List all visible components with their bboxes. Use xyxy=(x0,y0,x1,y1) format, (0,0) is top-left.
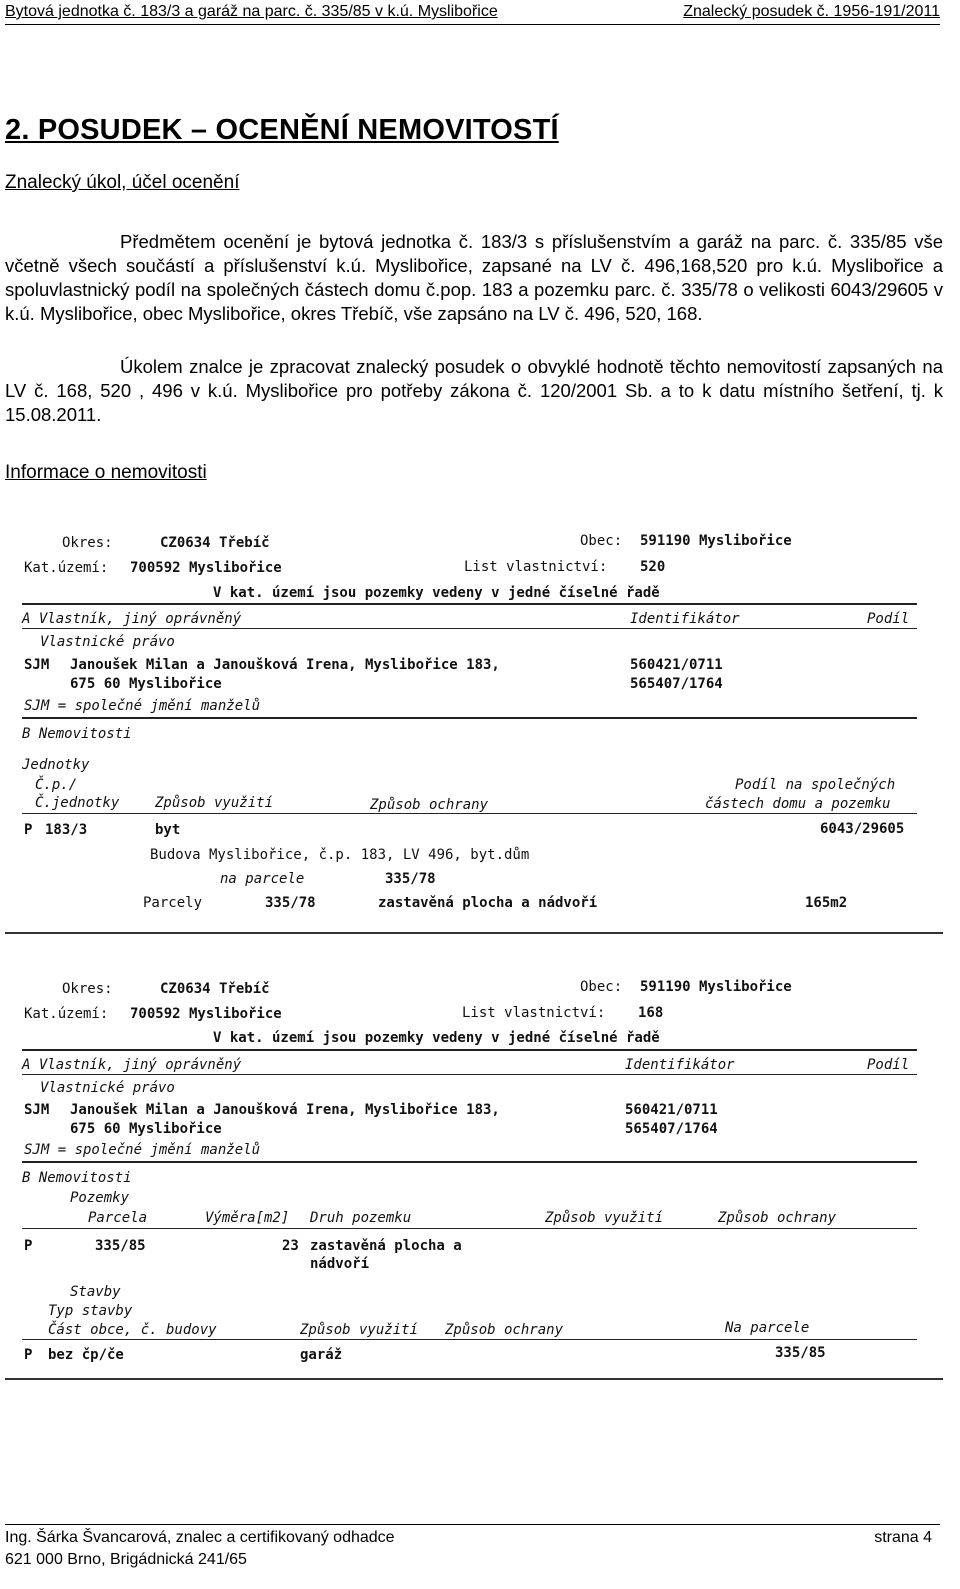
parcel-ref-3: 335/85 xyxy=(775,1345,826,1361)
paragraph-subject: Předmětem ocenění je bytová jednotka č. 183/3 s příslušenstvím a garáž na parc. č. 335/85 vše včetně všech součástí a příslušenství k.ú. Myslibořice, zapsané na LV č. 496,168,520 pro k.ú. Myslibořice a spoluvlastnický podíl na společných částech domu č.pop. 183 a pozemku parc. č. 335/78 o velikosti 6043/29605 v k.ú. Myslibořice, obec Myslibořice, okres Třebíč, vše zapsáno na LV č. 496, 520, 168. xyxy=(5,231,943,324)
p-tag: P xyxy=(24,822,33,838)
rule xyxy=(22,628,917,629)
p-tag-2: P xyxy=(24,1347,33,1363)
section-info-heading: Informace o nemovitosti xyxy=(5,462,207,483)
bez-cp: bez čp/če xyxy=(48,1347,124,1363)
section-task-heading: Znalecký úkol, účel ocenění xyxy=(5,172,240,193)
parcela-header: Parcela xyxy=(88,1210,148,1226)
parcel-ref-2: 335/78 xyxy=(265,895,316,911)
vlastnicke-pravo: Vlastnické právo xyxy=(40,634,175,650)
owners: Janoušek Milan a Janoušková Irena, Myslibořice 183, xyxy=(70,1102,500,1118)
unit-type: byt xyxy=(155,822,181,838)
owners-address: 675 60 Myslibořice xyxy=(70,676,222,692)
pozemky-label: Pozemky xyxy=(70,1190,130,1206)
section-a-label: A Vlastník, jiný oprávněný xyxy=(22,611,242,627)
okres-value: CZ0634 Třebíč xyxy=(160,535,270,551)
rule xyxy=(22,1339,917,1340)
page-number: strana 4 xyxy=(874,1529,932,1546)
rule xyxy=(22,603,917,605)
obec-value: 591190 Myslibořice xyxy=(640,533,792,549)
stavby-label: Stavby xyxy=(70,1284,121,1300)
rule xyxy=(22,717,917,719)
separator xyxy=(5,1378,943,1380)
lv-label: List vlastnictví: xyxy=(462,1005,606,1021)
katuz-label: Kat.území: xyxy=(24,560,109,576)
header-right: Znalecký posudek č. 1956-191/2011 xyxy=(683,3,940,20)
section-b-label: B Nemovitosti xyxy=(22,1170,132,1186)
ident-header: Identifikátor xyxy=(625,1057,735,1073)
zpo2-header: Způsob ochrany xyxy=(445,1322,564,1338)
unit-number: 183/3 xyxy=(45,822,88,838)
zpo-header: Způsob ochrany xyxy=(718,1210,837,1226)
lv-extract-168 xyxy=(0,966,960,1376)
lv-label: List vlastnictví: xyxy=(464,559,608,575)
vlastnicke-pravo: Vlastnické právo xyxy=(40,1080,175,1096)
kat-note: V kat. území jsou pozemky vedeny v jedné číselné řadě xyxy=(213,1030,660,1046)
parcel-kind-1: zastavěná plocha a xyxy=(310,1238,462,1254)
cp-label: Č.p./ xyxy=(35,777,78,793)
podil-header: Podíl xyxy=(867,1057,910,1073)
vymera-header: Výměra[m2] xyxy=(205,1210,290,1226)
jednotky-label: Jednotky xyxy=(22,757,90,773)
id-1: 560421/0711 xyxy=(625,1102,718,1118)
okres-label: Okres: xyxy=(62,981,113,997)
main-title: 2. POSUDEK – OCENĚNÍ NEMOVITOSTÍ xyxy=(5,114,559,146)
lv-value: 520 xyxy=(640,559,666,575)
rule xyxy=(22,1228,917,1229)
katuz-value: 700592 Myslibořice xyxy=(130,560,282,576)
rule xyxy=(22,1074,917,1075)
podil-header: Podíl xyxy=(867,611,910,627)
footer-address: 621 000 Brno, Brigádnická 241/65 xyxy=(5,1551,247,1568)
separator xyxy=(5,932,943,934)
parcely-label: Parcely xyxy=(143,895,203,911)
footer-author: Ing. Šárka Švancarová, znalec a certifikovaný odhadce xyxy=(5,1529,395,1546)
na-parcele: na parcele xyxy=(220,871,305,887)
obec-label: Obec: xyxy=(580,979,623,995)
druh-header: Druh pozemku xyxy=(310,1210,412,1226)
id-2: 565407/1764 xyxy=(630,676,723,692)
garaz: garáž xyxy=(300,1347,343,1363)
kat-note: V kat. území jsou pozemky vedeny v jedné číselné řadě xyxy=(213,585,660,601)
owners: Janoušek Milan a Janoušková Irena, Myslibořice 183, xyxy=(70,657,500,673)
zastavena-plocha: zastavěná plocha a nádvoří xyxy=(378,895,598,911)
podil-header-1: Podíl na společných xyxy=(735,777,896,793)
lv-value: 168 xyxy=(638,1005,664,1021)
paragraph-task: Úkolem znalce je zpracovat znalecký posudek o obvyklé hodnotě těchto nemovitostí zapsaných na LV č. 168, 520 , 496 v k.ú. Myslibořice pro potřeby zákona č. 120/2001 Sb. a to k datu místního šetření, tj. k 15.08.2011. xyxy=(5,356,943,425)
header-left: Bytová jednotka č. 183/3 a garáž na parc. č. 335/85 v k.ú. Myslibořice xyxy=(5,3,498,20)
sjm-tag: SJM xyxy=(24,1102,50,1118)
rule xyxy=(22,1161,917,1163)
share-value: 6043/29605 xyxy=(820,821,905,837)
sjm-tag: SJM xyxy=(24,657,50,673)
zpusob-vyuziti: Způsob využití xyxy=(155,795,274,811)
rule xyxy=(22,1049,917,1051)
ident-header: Identifikátor xyxy=(630,611,740,627)
rule xyxy=(22,813,917,814)
podil-header-2: částech domu a pozemku xyxy=(705,796,891,812)
katuz-label: Kat.území: xyxy=(24,1006,109,1022)
parcel-area: 23 xyxy=(282,1238,299,1254)
zpv-header: Způsob využití xyxy=(545,1210,664,1226)
page-header xyxy=(5,0,940,25)
zpv2-header: Způsob využití xyxy=(300,1322,419,1338)
sjm-note: SJM = společné jmění manželů xyxy=(24,1142,261,1158)
budova-text: Budova Myslibořice, č.p. 183, LV 496, byt.dům xyxy=(150,847,530,863)
parcel-number: 335/85 xyxy=(95,1238,146,1254)
parcel-kind-2: nádvoří xyxy=(310,1256,370,1272)
id-1: 560421/0711 xyxy=(630,657,723,673)
okres-value: CZ0634 Třebíč xyxy=(160,981,270,997)
section-a-label: A Vlastník, jiný oprávněný xyxy=(22,1057,242,1073)
lv-extract-520 xyxy=(0,520,960,930)
obec-label: Obec: xyxy=(580,533,623,549)
sjm-note: SJM = společné jmění manželů xyxy=(24,698,261,714)
katuz-value: 700592 Myslibořice xyxy=(130,1006,282,1022)
cj-label: Č.jednotky xyxy=(35,795,120,811)
obec-value: 591190 Myslibořice xyxy=(640,979,792,995)
na-parcele-header: Na parcele xyxy=(725,1320,810,1336)
section-b-label: B Nemovitosti xyxy=(22,726,132,742)
area-value: 165m2 xyxy=(805,895,848,911)
cast-obce: Část obce, č. budovy xyxy=(48,1322,217,1338)
owners-address: 675 60 Myslibořice xyxy=(70,1121,222,1137)
typ-stavby: Typ stavby xyxy=(48,1303,133,1319)
zpusob-ochrany: Způsob ochrany xyxy=(370,797,489,813)
p-tag: P xyxy=(24,1238,33,1254)
page-footer xyxy=(5,1524,940,1568)
okres-label: Okres: xyxy=(62,535,113,551)
id-2: 565407/1764 xyxy=(625,1121,718,1137)
parcel-ref-1: 335/78 xyxy=(385,871,436,887)
